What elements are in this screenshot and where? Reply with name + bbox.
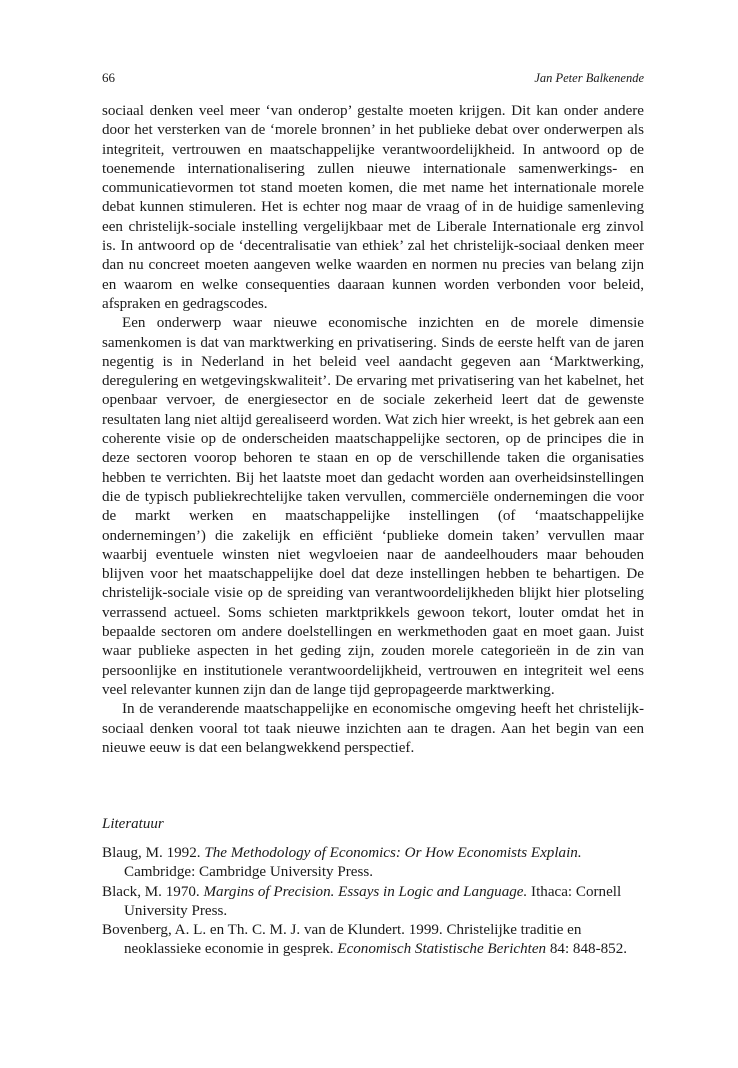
- reference-item: [102, 844, 644, 883]
- reference-item: [102, 921, 644, 960]
- reference-item: [102, 883, 644, 922]
- page-number: 66: [102, 70, 115, 85]
- reference-title: Margins of Precision. Essays in Logic and Language.: [203, 883, 528, 900]
- reference-publisher: Ithaca: Cornell University Press.: [124, 883, 622, 919]
- body-text: [102, 102, 644, 758]
- reference-list: [102, 844, 644, 960]
- paragraph: Een onderwerp waar nieuwe economische inzichten en de morele dimensie samenkomen is dat van marktwerking en privatisering. Sinds de eerste helft van de jaren negentig is in Nederland in het beleid veel aandacht gegeven aan ‘Marktwerking, deregulering en wetgevingskwaliteit’. De ervaring met privatisering van het kabelnet, het openbaar vervoer, de energiesector en de sociale zekerheid leert dat de gewenste resultaten lang niet altijd gerealiseerd worden. Wat zich hier wreekt, is het gebrek aan een coherente visie op de onderscheiden maatschappelijke sectoren, op de principes die in deze sectoren voorop behoren te staan en op de verschillende taken die organisaties hebben te verrichten. Bij het laatste moet dan gedacht worden aan overheidsinstellingen die de typisch publiekrechtelijke taken vervullen, commerciële ondernemingen die voor de markt werken en maatschappelijke instellingen (of ‘maatschappelijke ondernemingen’) die zakelijk en efficiënt ‘publieke domein taken’ vervullen maar waarbij eventuele winsten niet wegvloeien naar de aandeelhouders maar behouden blijven voor het maatschappelijke doel dat deze instellingen hebben te behartigen. De christelijk-sociale visie op de spreiding van verantwoordelijkheden blijkt hier plotseling verrassend actueel. Soms schieten marktprikkels gewoon tekort, louter omdat het in bepaalde sectoren om andere doelstellingen en werkmethoden gaat en moet gaan. Juist waar publieke aspecten in het geding zijn, zouden morele categorieën in de zin van persoonlijke en institutionele verantwoordelijkheid, vertrouwen en integriteit wel eens veel relevanter kunnen zijn dan de lange tijd gepropageerde marktwerking.: [102, 315, 644, 698]
- paragraph: In de veranderende maatschappelijke en economische omgeving heeft het christelijk-sociaal denken vooral tot taak nieuwe inzichten aan te dragen. Aan het begin van een nieuwe eeuw is dat een belangwekkend perspectief.: [102, 701, 644, 756]
- reference-title: The Methodology of Economics: Or How Economists Explain.: [204, 845, 582, 861]
- running-head-author: Jan Peter Balkenende: [534, 71, 644, 85]
- reference-authors: Blaug, M. 1992.: [102, 845, 205, 861]
- literature-heading: Literatuur: [102, 816, 164, 832]
- reference-publisher: Cambridge: Cambridge University Press.: [124, 864, 374, 881]
- reference-authors: Bovenberg, A. L. en Th. C. M. J. van de Klundert. 1999. Christelijke traditie en neoklassieke economie in gesprek.: [102, 922, 582, 958]
- reference-publisher: 84: 848-852.: [546, 941, 628, 958]
- paragraph: sociaal denken veel meer ‘van onderop’ gestalte moeten krijgen. Dit kan onder andere door het versterken van de ‘morele bronnen’ in het publieke debat over onderwerpen als integriteit, vertrouwen en maatschappelijke verantwoordelijkheid. In antwoord op de toenemende internationalisering zullen nieuwe internationale samenwerkings- en communicatievormen tot stand moeten komen, die met name het internationale morele debat kunnen stimuleren. Het is echter nog maar de vraag of in de huidige samenleving een christelijk-sociale instelling vergelijkbaar met de Liberale Internationale erg zinvol is. In antwoord op de ‘decentralisatie van ethiek’ zal het christelijk-sociaal denken meer dan nu concreet moeten aangeven welke waarden en normen nu precies van belang zijn en waarom en welke consequenties daaraan kunnen worden verbonden voor beleid, afspraken en gedragscodes.: [102, 103, 644, 312]
- reference-title: Economisch Statistische Berichten: [337, 941, 547, 958]
- reference-authors: Black, M. 1970.: [102, 883, 204, 900]
